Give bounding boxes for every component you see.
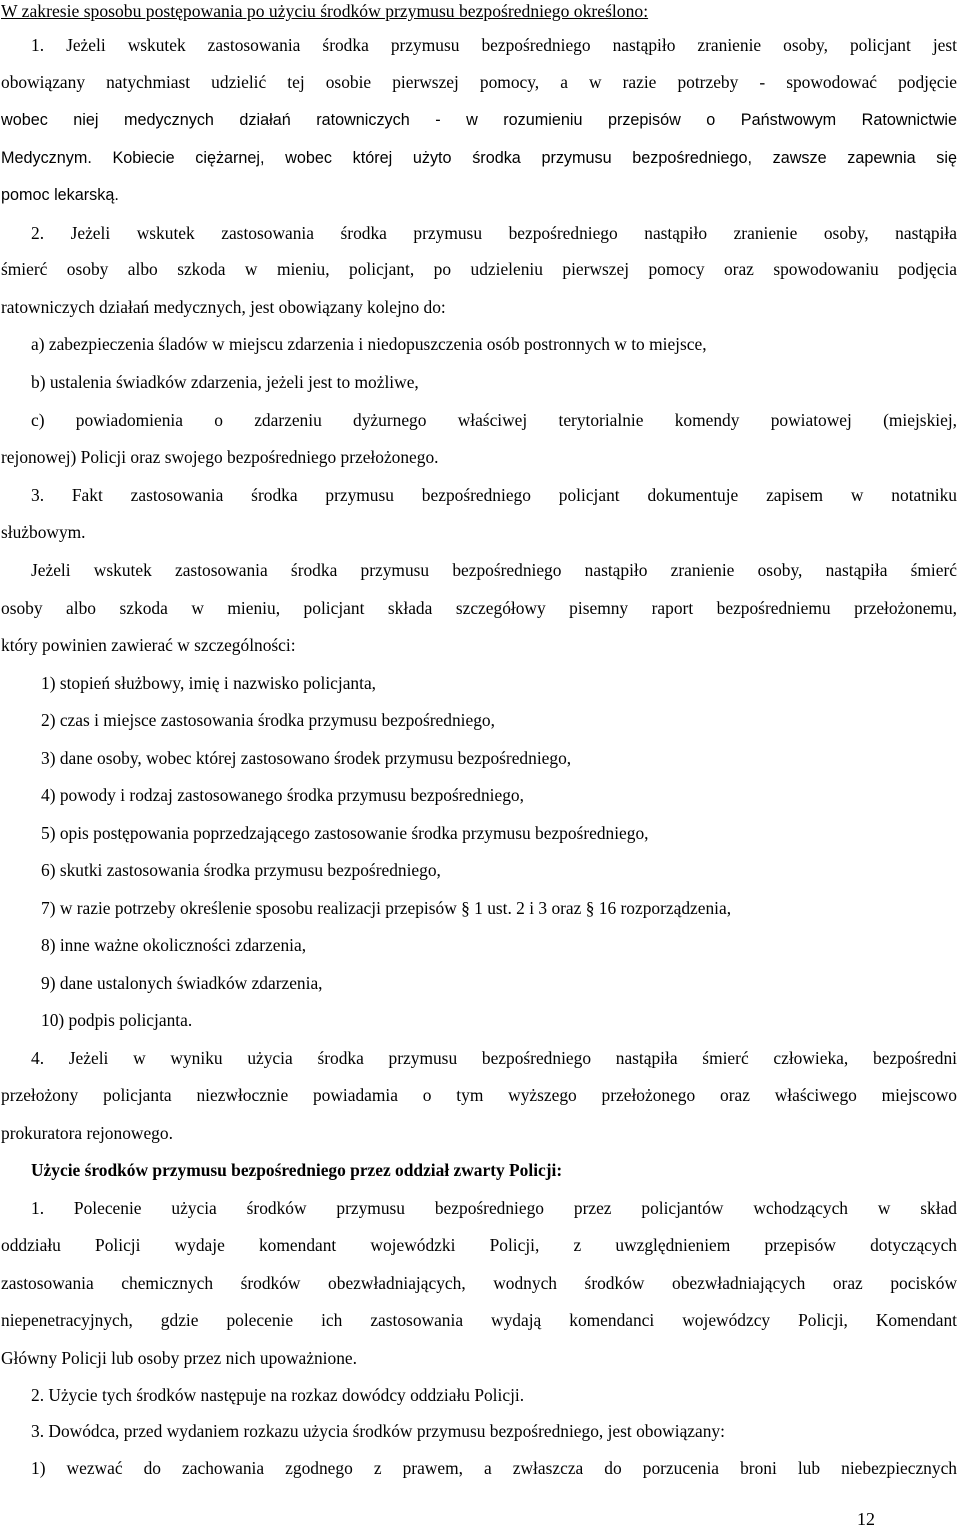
text-line: 4. Jeżeli w wyniku użycia środka przymusu bezpośredniego nastąpiła śmierć człowieka, bezpośredni [31,1048,957,1068]
text-line: 1) wezwać do zachowania zgodnego z prawem, a zwłaszcza do porzucenia broni lub niebezpiecznych [31,1458,957,1478]
text-line: 9) dane ustalonych świadków zdarzenia, [41,973,323,993]
text-line: 6) skutki zastosowania środka przymusu bezpośredniego, [41,860,441,880]
text-line: 2. Jeżeli wskutek zastosowania środka przymusu bezpośredniego nastąpiło zranienie osoby, nastąpiła [31,223,957,243]
text-line: zastosowania chemicznych środków obezwładniających, wodnych środków obezwładniających oraz pocisków [1,1273,957,1293]
text-line: niepenetracyjnych, gdzie polecenie ich zastosowania wydają komendanci wojewódzcy Policji, Komendant [1,1310,957,1330]
text-line: pomoc lekarską. [1,186,119,204]
text-line: 8) inne ważne okoliczności zdarzenia, [41,935,307,955]
text-line: b) ustalenia świadków zdarzenia, jeżeli jest to możliwe, [31,372,419,392]
text-line: 2) czas i miejsce zastosowania środka przymusu bezpośredniego, [41,710,495,730]
text-line: a) zabezpieczenia śladów w miejscu zdarzenia i niedopuszczenia osób postronnych w to miejsce, [31,334,707,354]
text-line: Główny Policji lub osoby przez nich upoważnione. [1,1348,357,1368]
text-line: 1) stopień służbowy, imię i nazwisko policjanta, [41,673,377,693]
text-line: rejonowej) Policji oraz swojego bezpośredniego przełożonego. [1,447,439,467]
text-line: 2. Użycie tych środków następuje na rozkaz dowódcy oddziału Policji. [31,1385,525,1405]
text-line: który powinien zawierać w szczególności: [1,635,296,655]
text-line: Jeżeli wskutek zastosowania środka przymusu bezpośredniego nastąpiło zranienie osoby, nastąpiła śmierć [31,560,957,580]
text-line: 5) opis postępowania poprzedzającego zastosowanie środka przymusu bezpośredniego, [41,823,649,843]
text-line: 3. Fakt zastosowania środka przymusu bezpośredniego policjant dokumentuje zapisem w notatniku [31,485,957,505]
text-line: obowiązany natychmiast udzielić tej osobie pierwszej pomocy, a w razie potrzeby - spowodować podjęcie [1,72,957,92]
text-line: 1. Jeżeli wskutek zastosowania środka przymusu bezpośredniego nastąpiło zranienie osoby, policjant jest [31,35,957,55]
page-number: 12 [857,1509,875,1529]
text-line: 10) podpis policjanta. [41,1010,193,1030]
text-line: służbowym. [1,522,86,542]
text-line: c) powiadomienia o zdarzeniu dyżurnego właściwej terytorialnie komendy powiatowej (miejskiej, [31,410,957,430]
text-line: 3) dane osoby, wobec której zastosowano środek przymusu bezpośredniego, [41,748,572,768]
section-header: W zakresie sposobu postępowania po użyciu środków przymusu bezpośredniego określono: [1,1,649,21]
text-line: osoby albo szkoda w mieniu, policjant składa szczegółowy pisemny raport bezpośredniemu przełożonemu, [1,598,957,618]
text-line: 3. Dowódca, przed wydaniem rozkazu użycia środków przymusu bezpośredniego, jest obowiązany: [31,1421,725,1441]
text-line: ratowniczych działań medycznych, jest obowiązany kolejno do: [1,297,446,317]
text-line: 4) powody i rodzaj zastosowanego środka przymusu bezpośredniego, [41,785,524,805]
text-line: Użycie środków przymusu bezpośredniego przez oddział zwarty Policji: [31,1160,563,1180]
text-line: oddziału Policji wydaje komendant wojewódzki Policji, z uwzględnieniem przepisów dotyczących [1,1235,957,1255]
text-line: śmierć osoby albo szkoda w mieniu, policjant, po udzieleniu pierwszej pomocy oraz spowodowaniu podjęcia [1,259,957,279]
text-line: przełożony policjanta niezwłocznie powiadamia o tym wyższego przełożonego oraz właściwego miejscowo [1,1085,957,1105]
text-line: Medycznym. Kobiecie ciężarnej, wobec której użyto środka przymusu bezpośredniego, zawsze zapewnia się [1,149,957,167]
text-line: 7) w razie potrzeby określenie sposobu realizacji przepisów § 1 ust. 2 i 3 oraz § 16 rozporządzenia, [41,898,732,918]
text-line: 1. Polecenie użycia środków przymusu bezpośredniego przez policjantów wchodzących w skład [31,1198,957,1218]
text-line: prokuratora rejonowego. [1,1123,173,1143]
text-line: wobec niej medycznych działań ratowniczych - w rozumieniu przepisów o Państwowym Ratownictwie [1,111,957,129]
